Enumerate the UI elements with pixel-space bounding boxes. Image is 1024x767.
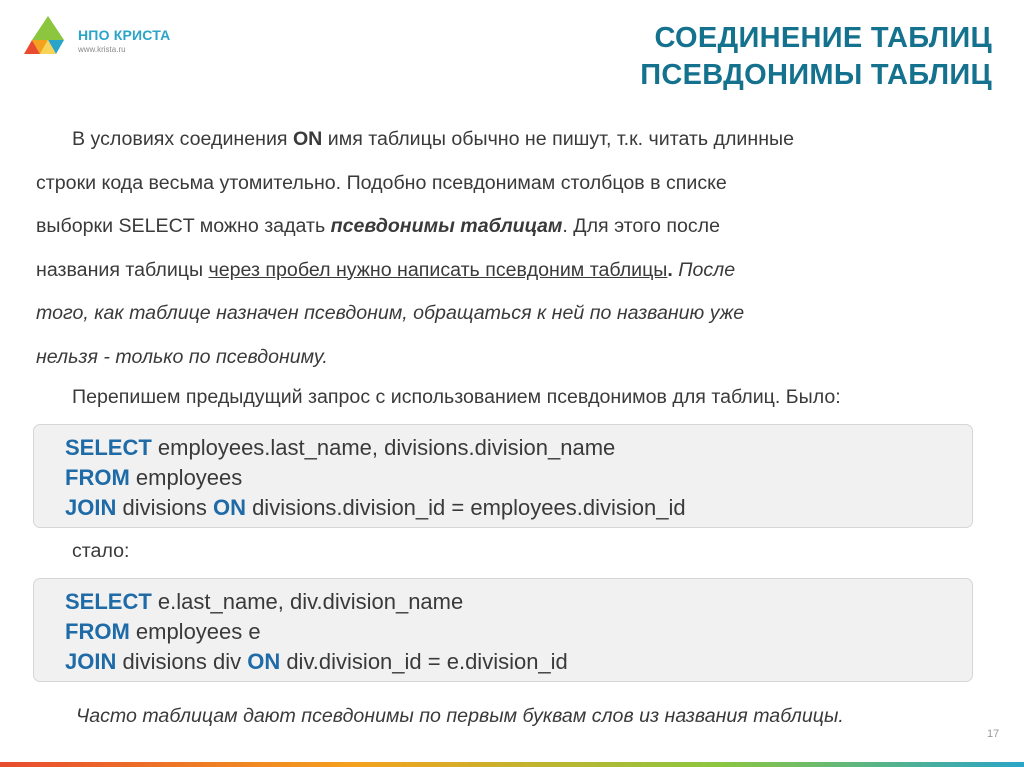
sql-keyword: JOIN [65, 649, 117, 674]
logo-url: www.krista.ru [78, 45, 126, 54]
code-line [65, 587, 463, 617]
code-line [65, 647, 568, 677]
intro-text: Перепишем предыдущий запрос с использованием псевдонимов для таблиц. Было: [72, 386, 841, 408]
paragraph-line [36, 249, 996, 293]
code-line [65, 617, 261, 647]
sql-keyword: FROM [65, 619, 130, 644]
footer-note: Часто таблицам дают псевдонимы по первым буквам слов из названия таблицы. [76, 705, 844, 727]
paragraph-line [36, 118, 996, 162]
paragraph-line [36, 336, 996, 380]
became-label: стало: [72, 540, 130, 562]
title-line-1: СОЕДИНЕНИЕ ТАБЛИЦ [654, 22, 992, 54]
paragraph-line [36, 205, 996, 249]
on-keyword: ON [292, 128, 323, 150]
bottom-color-bar [0, 762, 1024, 767]
sql-keyword: ON [212, 495, 246, 520]
text-span: выборки SELECT можно задать [36, 215, 331, 237]
emphasis-table-aliases: псевдонимы таблицам [330, 215, 563, 237]
code-text: employees [129, 465, 243, 490]
code-block-after [33, 578, 973, 682]
underlined-text: через пробел нужно написать псевдоним таблицы [208, 258, 668, 281]
code-text: divisions [116, 495, 213, 520]
text-span: названия таблицы [36, 258, 209, 281]
code-line [65, 463, 242, 493]
main-paragraph [36, 118, 996, 379]
code-text: divisions div [116, 649, 248, 674]
text-span: . [667, 258, 679, 281]
title-line-2: ПСЕВДОНИМЫ ТАБЛИЦ [640, 59, 992, 91]
slide-title [640, 20, 992, 94]
code-text: employees e [129, 619, 261, 644]
text-span: имя таблицы обычно не пишут, т.к. читать длинные [322, 128, 794, 150]
logo-triangles-icon [20, 14, 76, 64]
sql-keyword: JOIN [65, 495, 117, 520]
code-block-before [33, 424, 973, 528]
sql-keyword: SELECT [65, 589, 152, 614]
sql-keyword: ON [247, 649, 281, 674]
logo-name: НПО КРИСТА [78, 27, 171, 43]
text-span: . Для этого после [562, 215, 720, 237]
code-line [65, 433, 615, 463]
paragraph-line: строки кода весьма утомительно. Подобно псевдонимам столбцов в списке [36, 171, 727, 194]
code-text: divisions.division_id = employees.division_id [245, 495, 686, 520]
code-text: employees.last_name, divisions.division_name [151, 435, 616, 460]
code-line [65, 493, 686, 523]
paragraph-line [36, 292, 996, 336]
company-logo [20, 14, 180, 64]
sql-keyword: SELECT [65, 435, 152, 460]
code-text: div.division_id = e.division_id [280, 649, 568, 674]
code-text: e.last_name, div.division_name [151, 589, 464, 614]
page-number: 17 [987, 728, 1000, 740]
sql-keyword: FROM [65, 465, 130, 490]
text-span: В условиях соединения [72, 128, 293, 150]
italic-text: нельзя - только по псевдониму. [36, 345, 328, 368]
italic-text: После [678, 258, 736, 281]
italic-text: того, как таблице назначен псевдоним, обращаться к ней по названию уже [36, 302, 745, 324]
